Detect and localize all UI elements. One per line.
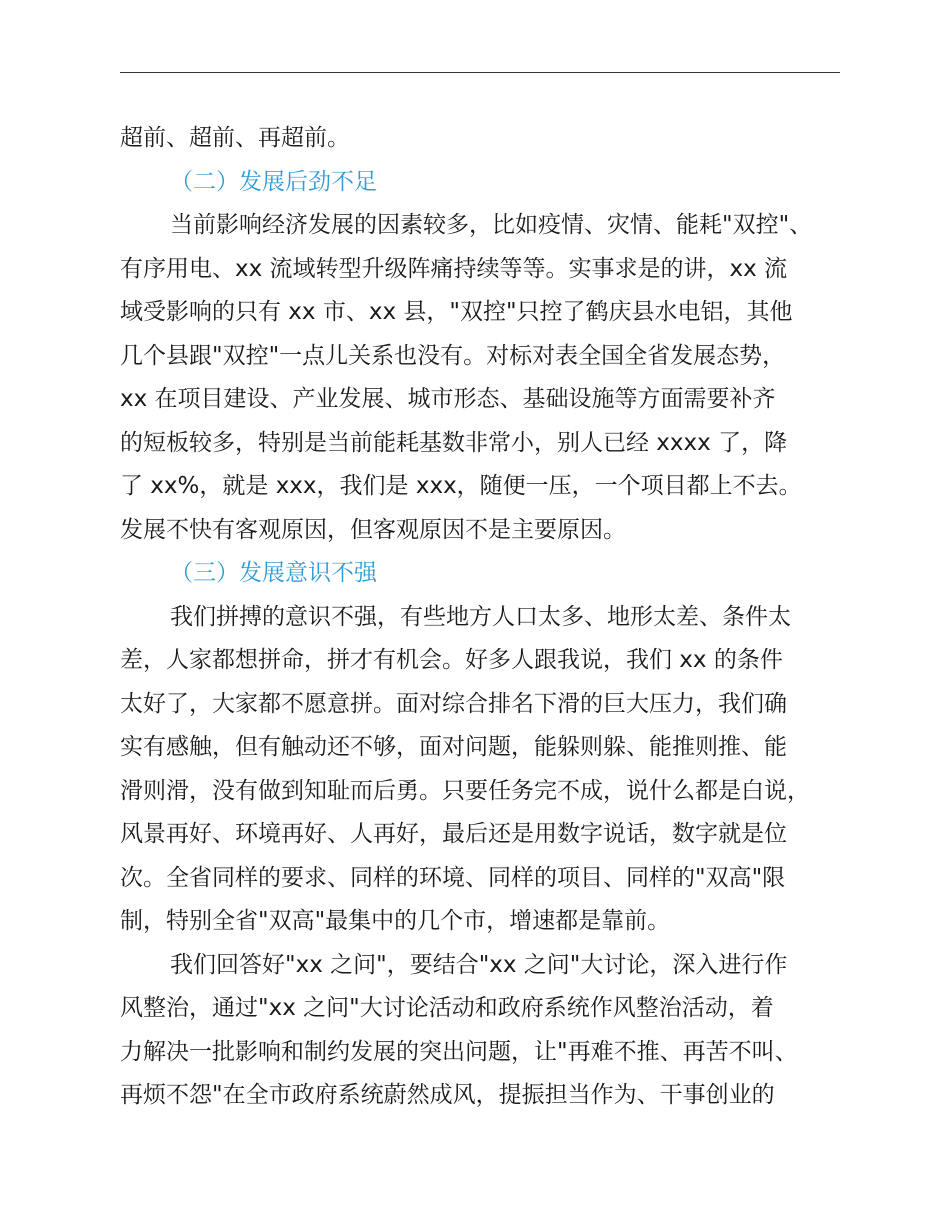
text-line: 再烦不怨"在全市政府系统蔚然成风，提振担当作为、干事创业的 (120, 1082, 775, 1108)
text-line: 发展不快有客观原因，但客观原因不是主要原因。 (120, 516, 626, 543)
text-line: 太好了，大家都不愿意拼。面对综合排名下滑的巨大压力，我们确 (120, 690, 787, 717)
text-line: 风整治，通过"xx 之问"大讨论活动和政府系统作风整治活动，着 (120, 995, 774, 1021)
text-line: 的短板较多，特别是当前能耗基数非常小，别人已经 xxxx 了，降 (120, 429, 788, 456)
text-line: 我们回答好"xx 之问"，要结合"xx 之问"大讨论，深入进行作 (170, 951, 788, 978)
text-line: 滑则滑，没有做到知耻而后勇。只要任务完不成，说什么都是白说， (120, 777, 810, 804)
section-heading-2: （二）发展后劲不足 (170, 168, 377, 195)
document-body (120, 117, 855, 1118)
text-line: 几个县跟"双控"一点儿关系也没有。对标对表全国全省发展态势， (120, 342, 786, 369)
text-line: 了 xx%，就是 xxx，我们是 xxx，随便一压，一个项目都上不去。 (120, 473, 802, 499)
text-line: 次。全省同样的要求、同样的环境、同样的项目、同样的"双高"限 (120, 864, 786, 891)
text-line: 域受影响的只有 xx 市、xx 县，"双控"只控了鹤庆县水电铝，其他 (120, 299, 793, 325)
text-line: 我们拼搏的意识不强，有些地方人口太多、地形太差、条件太 (170, 603, 791, 630)
text-line: 实有感触，但有触动还不够，面对问题，能躲则躲、能推则推、能 (120, 734, 787, 760)
header-rule (120, 72, 840, 73)
text-line: 有序用电、xx 流域转型升级阵痛持续等等。实事求是的讲，xx 流 (120, 255, 788, 282)
text-line: 风景再好、环境再好、人再好，最后还是用数字说话，数字就是位 (120, 821, 787, 847)
text-line: 当前影响经济发展的因素较多，比如疫情、灾情、能耗"双控"、 (170, 212, 813, 238)
text-line: 力解决一批影响和制约发展的突出问题，让"再难不推、再苦不叫、 (120, 1038, 798, 1065)
section-heading-3: （三）发展意识不强 (170, 560, 377, 586)
text-line: xx 在项目建设、产业发展、城市形态、基础设施等方面需要补齐 (120, 386, 776, 412)
text-line: 超前、超前、再超前。 (120, 125, 350, 151)
text-line: 差，人家都想拼命，拼才有机会。好多人跟我说，我们 xx 的条件 (120, 647, 783, 673)
text-line: 制，特别全省"双高"最集中的几个市，增速都是靠前。 (120, 908, 671, 934)
